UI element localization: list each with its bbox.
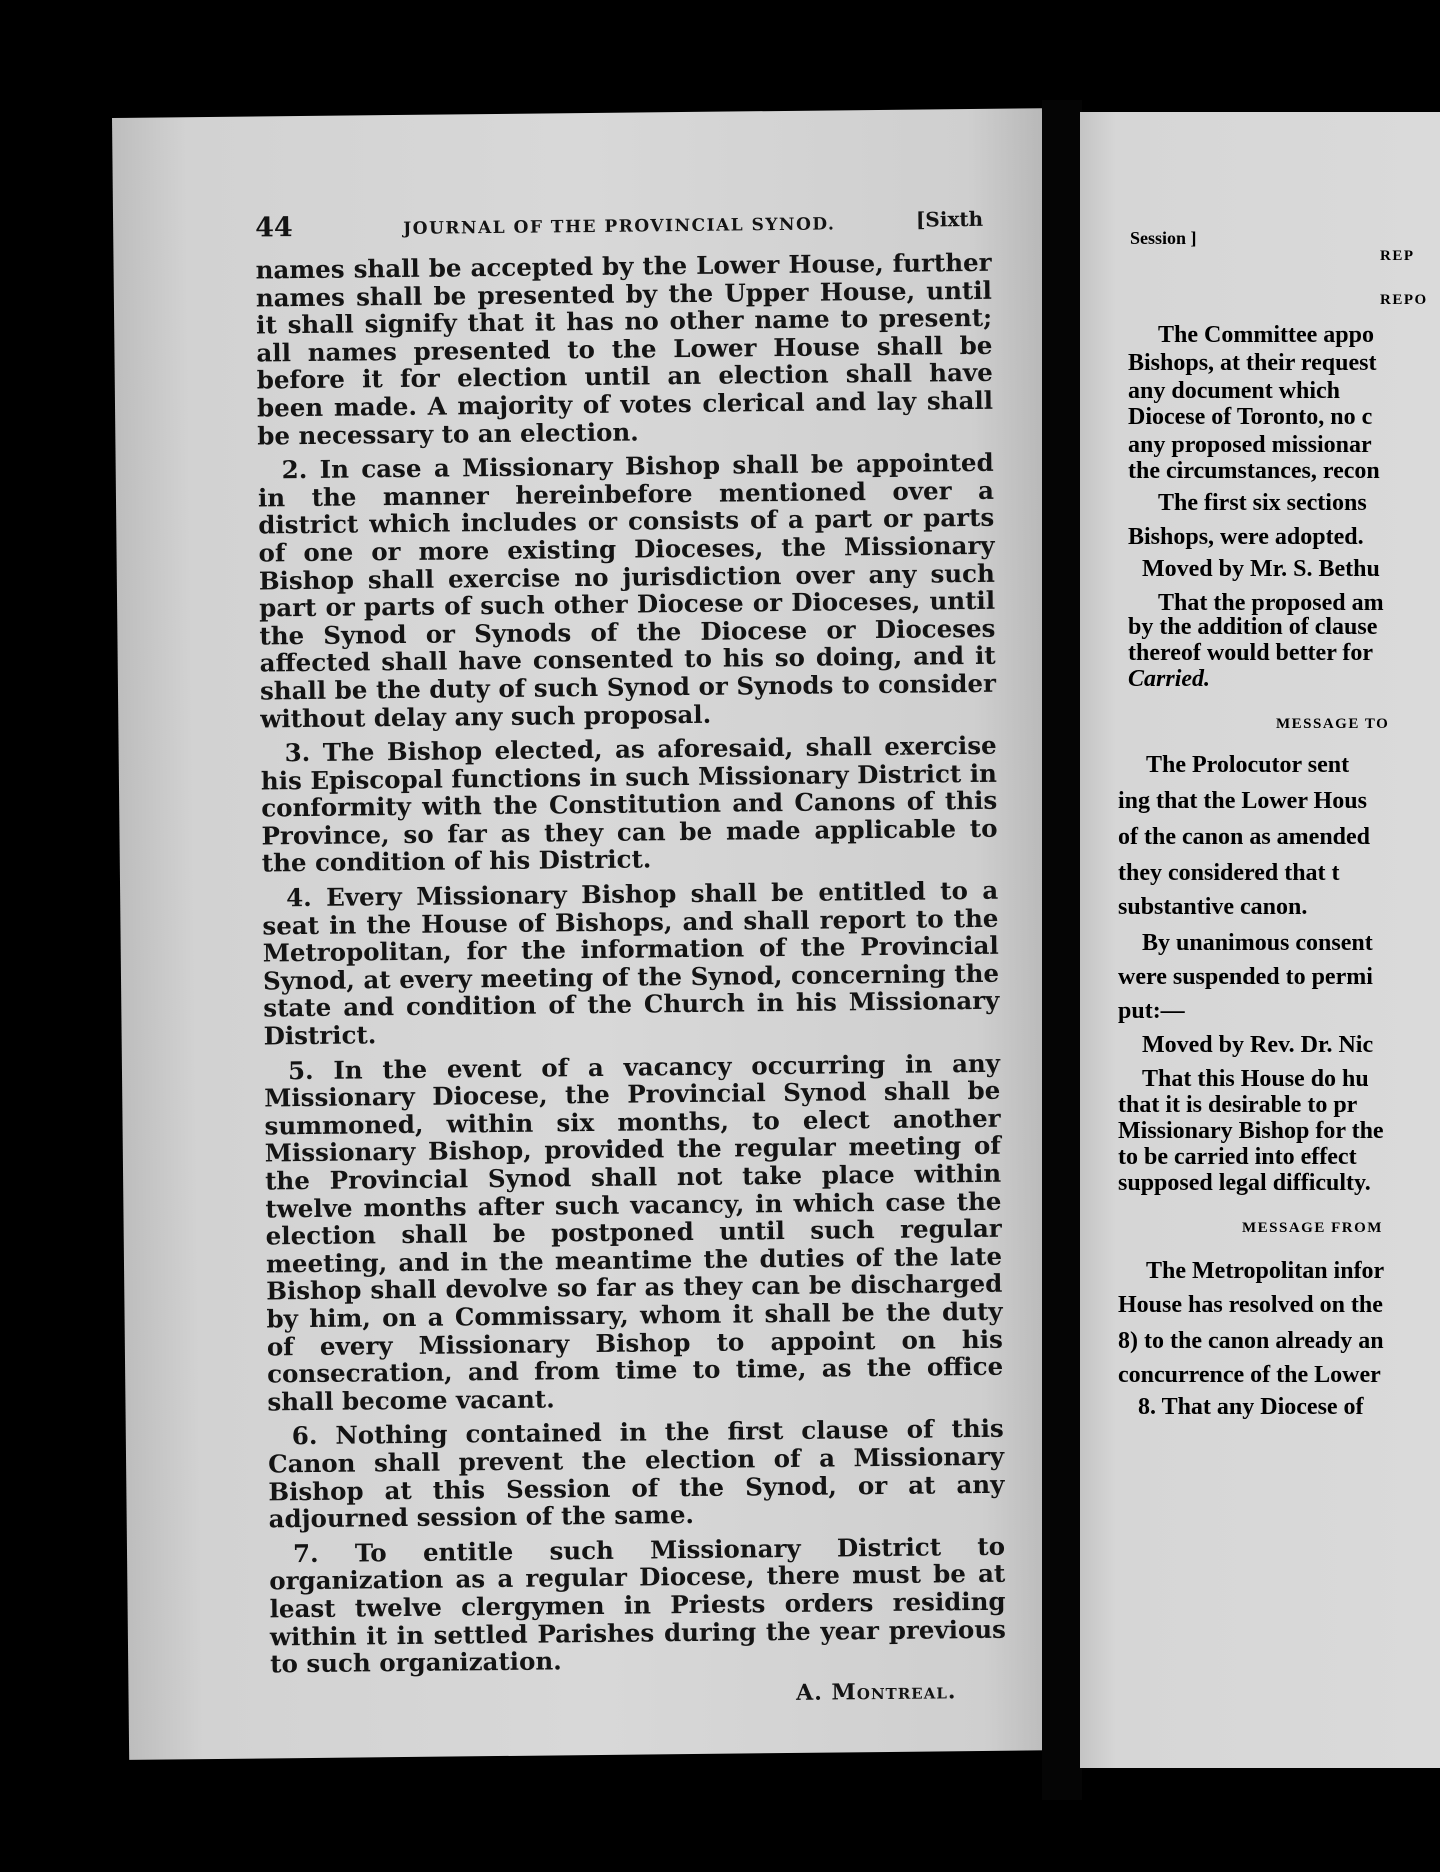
right-line: That the proposed am	[1158, 590, 1384, 616]
right-line: the circumstances, recon	[1128, 458, 1380, 484]
right-line: thereof would better for	[1128, 640, 1374, 666]
right-carried: Carried.	[1128, 666, 1211, 692]
right-page	[1080, 112, 1440, 1768]
right-line: House has resolved on the	[1118, 1292, 1383, 1318]
right-line: any document which	[1128, 378, 1341, 404]
right-line: were suspended to permi	[1118, 964, 1373, 990]
paragraph-clause-4: 4. Every Missionary Bishop shall be entitled to a seat in the House of Bishops, and shall report to the Metropolitan, for the information of the Provincial Synod, at every meeting of the Synod, concerning the state and condition of the Church in his Missionary District.	[262, 875, 1000, 1051]
right-line: Bishops, were adopted.	[1128, 524, 1364, 550]
right-moved-line: Moved by Mr. S. Bethu	[1142, 556, 1380, 582]
right-line: put:—	[1118, 998, 1185, 1024]
right-line: supposed legal difficulty.	[1118, 1170, 1371, 1196]
session-mark: [Sixth	[915, 206, 984, 232]
right-line: 8) to the canon already an	[1118, 1328, 1384, 1354]
paragraph-clause-2: 2. In case a Missionary Bishop shall be appointed in the manner hereinbefore mentioned over a district which includes or consists of a part or parts of one or more existing Dioceses, the Missionary Bishop shall exercise no jurisdiction over any such part or parts of such other Diocese or Dioceses, until the Synod or Synods of the Diocese or Dioceses affected shall have consented to his so doing, and it shall be the duty of such Synod or Synods to consider without delay any such proposal.	[257, 447, 997, 733]
right-line: 8. That any Diocese of	[1138, 1394, 1364, 1420]
body-text	[255, 249, 1006, 1678]
right-line: The Committee appo	[1158, 322, 1374, 348]
right-line: By unanimous consent	[1142, 930, 1373, 956]
right-line: Diocese of Toronto, no c	[1128, 404, 1373, 430]
right-line: to be carried into effect	[1118, 1144, 1357, 1170]
right-running-title: REP	[1380, 248, 1415, 264]
right-line: The Prolocutor sent	[1146, 752, 1350, 778]
book-gutter	[1042, 100, 1082, 1800]
right-message-to-heading: MESSAGE TO	[1276, 716, 1390, 732]
right-line: ing that the Lower Hous	[1118, 788, 1367, 814]
paragraph-continuation: names shall be accepted by the Lower House, further names shall be presented by the Upper House, until it shall signify that it has no other name to present; all names presented to the Lower House shall be before it for election until an election shall have been made. A majority of votes clerical and lay shall be necessary to an election.	[255, 247, 994, 451]
right-line: of the canon as amended	[1118, 824, 1371, 850]
running-head	[255, 199, 991, 247]
right-section-heading: REPO	[1380, 292, 1428, 308]
right-line: concurrence of the Lower	[1118, 1362, 1381, 1388]
page-number: 44	[254, 212, 293, 244]
left-page-content	[255, 199, 1007, 1711]
paragraph-clause-7: 7. To entitle such Missionary District to organization as a regular Diocese, there must be at least twelve clergymen in Priests orders residing within it in settled Parishes during the year previous to such organization.	[269, 1531, 1007, 1679]
running-title: JOURNAL OF THE PROVINCIAL SYNOD.	[403, 214, 836, 239]
right-line: The first six sections	[1158, 490, 1367, 516]
paragraph-clause-5: 5. In the event of a vacancy occurring in any Missionary Diocese, the Provincial Synod shall be summoned, within six months, to elect another Missionary Bishop, provided the regular meeting of the Provincial Synod shall not take place within twelve months after such vacancy, in which case the election shall be postponed until such regular meeting, and in the meantime the duties of the late Bishop shall devolve so far as they can be discharged by him, on a Commissary, whom it shall be the duty of every Missionary Bishop to appoint on his consecration, and from time to time, as the office shall become vacant.	[264, 1048, 1004, 1417]
right-line: The Metropolitan infor	[1146, 1258, 1385, 1284]
signature: A. Montreal.	[795, 1677, 957, 1706]
right-session-label: Session ]	[1130, 228, 1197, 248]
right-line: Missionary Bishop for the	[1118, 1118, 1384, 1144]
right-line: by the addition of clause	[1128, 614, 1378, 640]
right-line: that it is desirable to pr	[1118, 1092, 1358, 1118]
right-moved-line: Moved by Rev. Dr. Nic	[1142, 1032, 1374, 1058]
right-message-from-heading: MESSAGE FROM	[1242, 1220, 1383, 1236]
right-line: any proposed missionar	[1128, 432, 1372, 458]
right-line: they considered that t	[1118, 860, 1340, 886]
right-line: That this House do hu	[1142, 1066, 1369, 1092]
paragraph-clause-3: 3. The Bishop elected, as aforesaid, shall exercise his Episcopal functions in such Missionary District in conformity with the Constitution and Canons of this Province, so far as they can be made applicable to the condition of his District.	[260, 730, 998, 878]
right-line: Bishops, at their request	[1128, 350, 1377, 376]
right-line: substantive canon.	[1118, 894, 1308, 920]
left-page	[112, 108, 1059, 1760]
paragraph-clause-6: 6. Nothing contained in the first clause of this Canon shall prevent the election of a Missionary Bishop at this Session of the Synod, or at any adjourned session of the same.	[267, 1414, 1005, 1534]
